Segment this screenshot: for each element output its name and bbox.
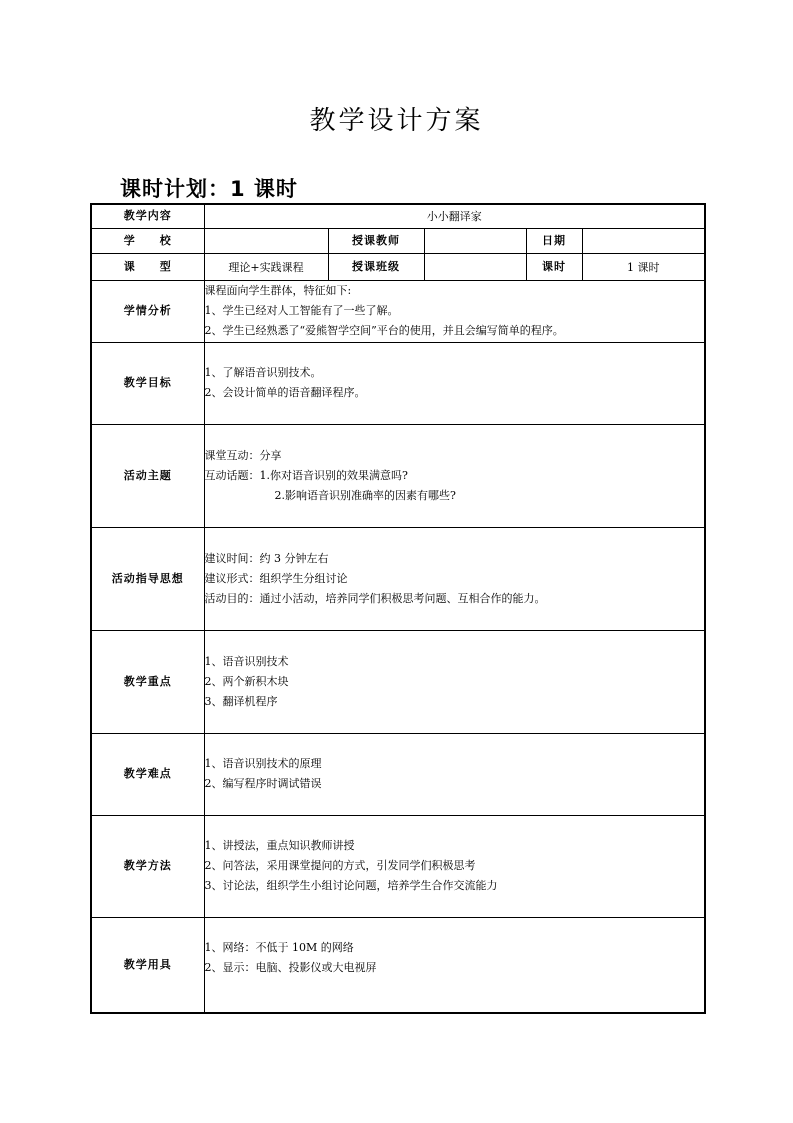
section-line: 2、会设计简单的语音翻译程序。 (204, 386, 366, 399)
row-teaching-tools (91, 917, 705, 1013)
section-label: 教学重点 (91, 630, 204, 733)
section-line: 2、两个新积木块 (204, 674, 289, 688)
section-line: 2、学生已经熟悉了“爱熊智学空间”平台的使用，并且会编写简单的程序。 (204, 324, 564, 337)
hours-label: 课时 (526, 253, 582, 280)
section-line: 1、网络：不低于 10M 的网络 (204, 940, 354, 954)
section-label: 学情分析 (91, 280, 204, 342)
section-content (204, 424, 705, 527)
type-value: 理论+实践课程 (204, 253, 328, 280)
section-line: 课堂互动：分享 (204, 448, 282, 462)
section-line: 2、显示：电脑、投影仪或大电视屏 (204, 960, 377, 974)
type-label: 课 型 (91, 253, 204, 280)
row-teaching-goals (91, 342, 705, 424)
section-content (204, 342, 705, 424)
row-activity-theme (91, 424, 705, 527)
content-value: 小小翻译家 (204, 204, 705, 228)
section-line: 1、语音识别技术 (204, 654, 289, 668)
row-difficulties (91, 733, 705, 815)
row-key-points (91, 630, 705, 733)
school-label: 学 校 (91, 228, 204, 253)
section-content (204, 917, 705, 1013)
hours-value: 1 课时 (582, 253, 705, 280)
section-line: 1、讲授法，重点知识教师讲授 (204, 839, 355, 852)
row-type (91, 253, 705, 280)
row-content (91, 204, 705, 228)
section-content (204, 733, 705, 815)
section-label: 教学用具 (91, 917, 204, 1013)
lesson-design-table (90, 203, 706, 1014)
section-line: 2、问答法，采用课堂提问的方式，引发同学们积极思考 (204, 859, 476, 872)
section-label: 活动指导思想 (91, 527, 204, 630)
section-content (204, 280, 705, 342)
section-line: 2、编写程序时调试错误 (204, 777, 322, 790)
date-label: 日期 (526, 228, 582, 253)
section-line: 1、了解语音识别技术。 (204, 366, 322, 379)
section-content (204, 527, 705, 630)
section-line: 活动目的：通过小活动，培养同学们积极思考问题、互相合作的能力。 (204, 591, 546, 605)
section-content (204, 630, 705, 733)
section-line: 2.影响语音识别准确率的因素有哪些? (274, 488, 456, 502)
section-line: 3、讨论法，组织学生小组讨论问题，培养学生合作交流能力 (204, 879, 498, 892)
class-value (424, 253, 526, 280)
row-student-analysis (91, 280, 705, 342)
section-label: 教学难点 (91, 733, 204, 815)
section-line: 1、学生已经对人工智能有了一些了解。 (204, 304, 399, 317)
section-line: 互动话题：1.你对语音识别的效果满意吗? (204, 468, 408, 482)
date-value (582, 228, 705, 253)
page-title: 教学设计方案 (309, 106, 484, 136)
teacher-value (424, 228, 526, 253)
section-line: 建议时间：约 3 分钟左右 (204, 551, 329, 565)
section-line: 1、语音识别技术的原理 (204, 757, 322, 770)
section-label: 教学目标 (91, 342, 204, 424)
teacher-label: 授课教师 (328, 228, 424, 253)
class-label: 授课班级 (328, 253, 424, 280)
section-label: 活动主题 (91, 424, 204, 527)
row-activity-guidance (91, 527, 705, 630)
content-label: 教学内容 (91, 204, 204, 228)
section-line: 建议形式：组织学生分组讨论 (204, 571, 348, 585)
lesson-plan-heading: 课时计划：1 课时 (120, 177, 298, 201)
row-school (91, 228, 705, 253)
section-content (204, 815, 705, 917)
school-value (204, 228, 328, 253)
section-line: 课程面向学生群体，特征如下: (204, 284, 352, 297)
row-teaching-methods (91, 815, 705, 917)
section-label: 教学方法 (91, 815, 204, 917)
section-line: 3、翻译机程序 (204, 694, 278, 708)
